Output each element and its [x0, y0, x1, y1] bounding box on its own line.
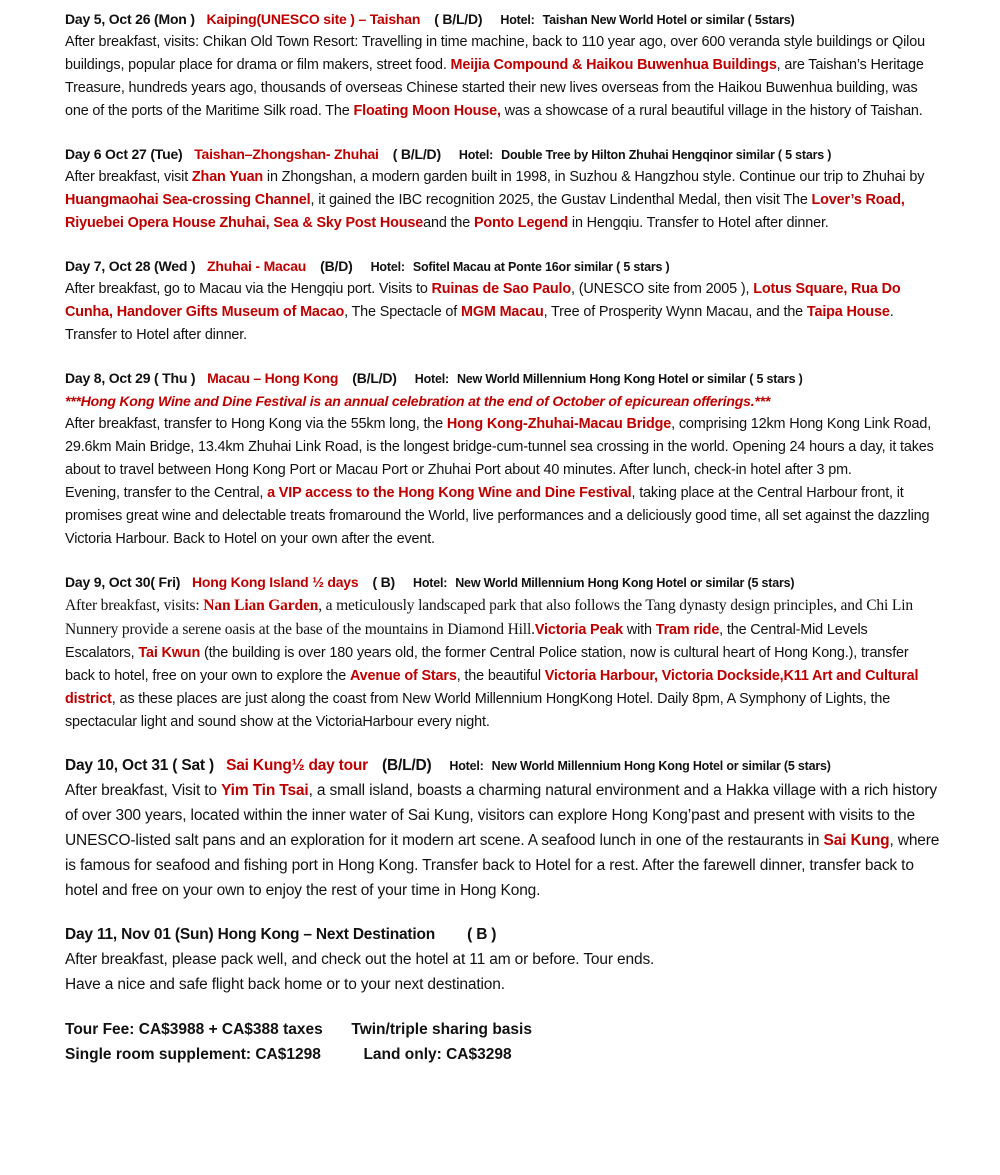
day-header — [65, 367, 940, 390]
day-header — [65, 923, 940, 947]
highlighted-place: Sai Kung — [823, 832, 890, 849]
day-body-line: Have a nice and safe flight back home or to your next destination. — [65, 976, 505, 993]
day-body-line: After breakfast, please pack well, and check out the hotel at 11 am or before. Tour ends. — [65, 951, 655, 968]
hotel-label: Hotel: — [413, 576, 448, 590]
body-text: in Zhongshan, a modern garden built in 1998, in Suzhou & Hangzhou style. Continue our trip to Zhuhai by — [263, 169, 925, 185]
body-text: , the Central-Mid Levels Escalators, — [65, 622, 868, 661]
highlighted-place: Tai Kwun — [138, 645, 201, 661]
day-destination: Sai Kung½ day tour — [226, 757, 369, 774]
fees-section — [65, 1017, 940, 1067]
highlighted-place: Huangmaohai Sea-crossing Channel — [65, 192, 311, 208]
day-date: Day 5, Oct 26 (Mon ) — [65, 11, 195, 27]
fee-line — [65, 1042, 940, 1067]
body-text: After breakfast, transfer to Hong Kong via the 55km long, the — [65, 416, 447, 432]
highlighted-place: Taipa House — [806, 304, 890, 320]
day-meals: ( B/L/D) — [392, 146, 441, 162]
highlighted-place: MGM Macau — [461, 304, 544, 320]
day-destination: Hong Kong Island ½ days — [191, 574, 359, 590]
body-text: After breakfast, visits: Chikan Old Town Resort: Travelling in time machine, back to 110 year ago, over 600 veranda style buildings or Qilou buildings, popular place for drama or film makers, street food. — [65, 34, 925, 73]
hotel-name: Double Tree by Hilton Zhuhai Hengqinor similar ( 5 stars ) — [501, 148, 832, 162]
highlighted-place: Ruinas de Sao Paulo — [431, 281, 572, 297]
hotel-label: Hotel: — [414, 372, 449, 386]
body-text: . Transfer to Hotel after dinner. — [65, 304, 894, 343]
hotel-name: Taishan New World Hotel or similar ( 5stars) — [542, 13, 795, 27]
body-text: , The Spectacle of — [344, 304, 461, 320]
body-text: , it gained the IBC recognition 2025, the Gustav Lindenthal Medal, then visit The — [310, 192, 812, 208]
day-meals: (B/L/D) — [352, 370, 397, 386]
body-text: (the building is over 180 years old, the former Central Police station, now is cultural heart of Hong Kong.), transfer back to hotel, free on your own to explore the — [65, 645, 909, 684]
day-body — [65, 482, 940, 551]
body-text: , a meticulously landscaped park that also follows the Tang dynasty design principles, and Chi Lin Nunnery provide a serene oasis at the base of the mountains in Diamond Hill. — [65, 597, 913, 638]
body-text: , where is famous for seafood and fishing port in Hong Kong. Transfer back to Hotel for a rest. After the farewell dinner, transfer back to hotel and free on your own to enjoy the rest of your time in Hong Kong. — [65, 832, 940, 899]
day-body — [65, 278, 940, 347]
highlighted-place: Yim Tin Tsai — [221, 782, 309, 799]
day-section-11 — [65, 923, 940, 997]
body-text: , are Taishan’s Heritage Treasure, hundreds years ago, thousands of overseas Chinese started their new lives overseas from the Haikou Buwenhua building, was one of the ports of the Maritime Silk road. The — [65, 57, 924, 119]
hotel-name: New World Millennium Hong Kong Hotel or similar (5 stars) — [491, 759, 831, 773]
highlighted-place: Victoria Harbour, Victoria Dockside,K11 Art and Cultural district — [65, 668, 919, 707]
day-body — [65, 594, 940, 734]
day-section — [65, 367, 940, 551]
day-date: Day 6 Oct 27 (Tue) — [65, 146, 183, 162]
hotel-label: Hotel: — [449, 759, 484, 773]
highlighted-place: a VIP access to the Hong Kong Wine and Dine Festival — [267, 485, 632, 501]
day-section — [65, 8, 940, 123]
highlighted-place: Ponto Legend — [473, 215, 569, 231]
body-text: After breakfast, Visit to — [65, 782, 222, 799]
itinerary-days — [65, 8, 940, 903]
hotel-label: Hotel: — [458, 148, 494, 162]
body-text: , Tree of Prosperity Wynn Macau, and the — [543, 304, 807, 320]
day-destination: Zhuhai - Macau — [207, 258, 307, 274]
day-header — [65, 754, 940, 778]
body-text: , a small island, boasts a charming natural environment and a Hakka village with a rich history of over 300 years, located within the inner water of Sai Kung, visitors can explore Hong Kong’past and present with visits to the UNESCO-listed salt pans and an exploration for it modern art scene. A seafood lunch in one of the restaurants in — [65, 782, 938, 849]
tour-fee: Tour Fee: CA$3988 + CA$388 taxes — [65, 1021, 323, 1038]
day-meals: ( B) — [372, 574, 396, 590]
day-date: Day 9, Oct 30( Fri) — [65, 574, 181, 590]
day-destination: Macau – Hong Kong — [207, 370, 339, 386]
day-header — [65, 571, 940, 594]
highlighted-place: Floating Moon House, — [353, 103, 501, 119]
day-body — [65, 166, 940, 235]
body-text: with — [623, 622, 656, 638]
body-text: , taking place at the Central Harbour front, it promises great wine and delectable treats fromaround the World, live performances and a deliciously good time, all set against the dazzling Victoria Harbour. Back to Hotel on your own after the event. — [65, 485, 930, 547]
itinerary-page — [65, 8, 940, 1067]
sharing-basis: Twin/triple sharing basis — [351, 1021, 532, 1038]
highlighted-place: Lover’s Road, Riyuebei Opera House Zhuhai, Sea & Sky Post House — [65, 192, 905, 231]
body-text: , as these places are just along the coast from New World Millennium HongKong Hotel. Daily 8pm, A Symphony of Lights, the spectacular light and sound show at the VictoriaHarbour every night. — [65, 691, 891, 730]
day-section — [65, 571, 940, 734]
day-header-title: Day 11, Nov 01 (Sun) Hong Kong – Next Destination — [65, 926, 436, 943]
day-date: Day 8, Oct 29 ( Thu ) — [65, 370, 196, 386]
body-text: After breakfast, visits: — [65, 597, 204, 614]
day-section — [65, 255, 940, 347]
highlighted-place: Avenue of Stars — [349, 668, 457, 684]
festival-note: ***Hong Kong Wine and Dine Festival is an annual celebration at the end of October of epicurean offerings.*** — [65, 393, 771, 409]
highlighted-place: Meijia Compound & Haikou Buwenhua Buildings — [450, 57, 777, 73]
day-body — [65, 778, 940, 903]
land-only: Land only: CA$3298 — [363, 1046, 512, 1063]
highlighted-place: Victoria Peak — [534, 622, 624, 638]
body-text: , the beautiful — [456, 668, 545, 684]
body-text: Evening, transfer to the Central, — [65, 485, 268, 501]
highlighted-place: Lotus Square, Rua Do Cunha, Handover Gifts Museum of Macao — [65, 281, 901, 320]
day-body — [65, 413, 940, 482]
body-text: After breakfast, go to Macau via the Hengqiu port. Visits to — [65, 281, 432, 297]
highlighted-place: Tram ride — [655, 622, 720, 638]
day-meals: (B/L/D) — [382, 757, 432, 774]
day-header — [65, 8, 940, 31]
single-supplement: Single room supplement: CA$1298 — [65, 1046, 321, 1063]
day-date: Day 7, Oct 28 (Wed ) — [65, 258, 196, 274]
highlighted-place: Zhan Yuan — [191, 169, 264, 185]
hotel-label: Hotel: — [500, 13, 535, 27]
highlighted-place: Hong Kong-Zhuhai-Macau Bridge — [446, 416, 672, 432]
body-text: , (UNESCO site from 2005 ), — [571, 281, 754, 297]
hotel-name: New World Millennium Hong Kong Hotel or similar (5 stars) — [455, 576, 795, 590]
day-meals: (B/D) — [320, 258, 353, 274]
day-body — [65, 31, 940, 123]
body-text: and the — [423, 215, 474, 231]
day-header — [65, 143, 940, 166]
day-section — [65, 754, 940, 903]
fee-line — [65, 1017, 940, 1042]
body-text: in Hengqiu. Transfer to Hotel after dinner. — [568, 215, 829, 231]
body-text: was a showcase of a rural beautiful village in the history of Taishan. — [500, 103, 923, 119]
day-meals: ( B/L/D) — [434, 11, 483, 27]
hotel-name: New World Millennium Hong Kong Hotel or similar ( 5 stars ) — [456, 372, 803, 386]
hotel-label: Hotel: — [370, 260, 405, 274]
day-destination: Kaiping(UNESCO site ) – Taishan — [206, 11, 421, 27]
day-header — [65, 255, 940, 278]
day-date: Day 10, Oct 31 ( Sat ) — [65, 757, 214, 774]
hotel-name: Sofitel Macau at Ponte 16or similar ( 5 stars ) — [412, 260, 670, 274]
body-text: After breakfast, visit — [65, 169, 192, 185]
day-section — [65, 143, 940, 235]
body-text: , comprising 12km Hong Kong Link Road, 29.6km Main Bridge, 13.4km Zhuhai Link Road, is the longest bridge-cum-tunnel sea crossing in the world. Opening 24 hours a day, it takes about to travel between Hong Kong Port or Macau Port or Zhuhai Port about 40 minutes. After lunch, check-in hotel after 3 pm. — [65, 416, 934, 478]
day-destination: Taishan–Zhongshan- Zhuhai — [194, 146, 379, 162]
day-meals: ( B ) — [467, 926, 497, 943]
highlighted-place: Nan Lian Garden — [203, 597, 319, 614]
